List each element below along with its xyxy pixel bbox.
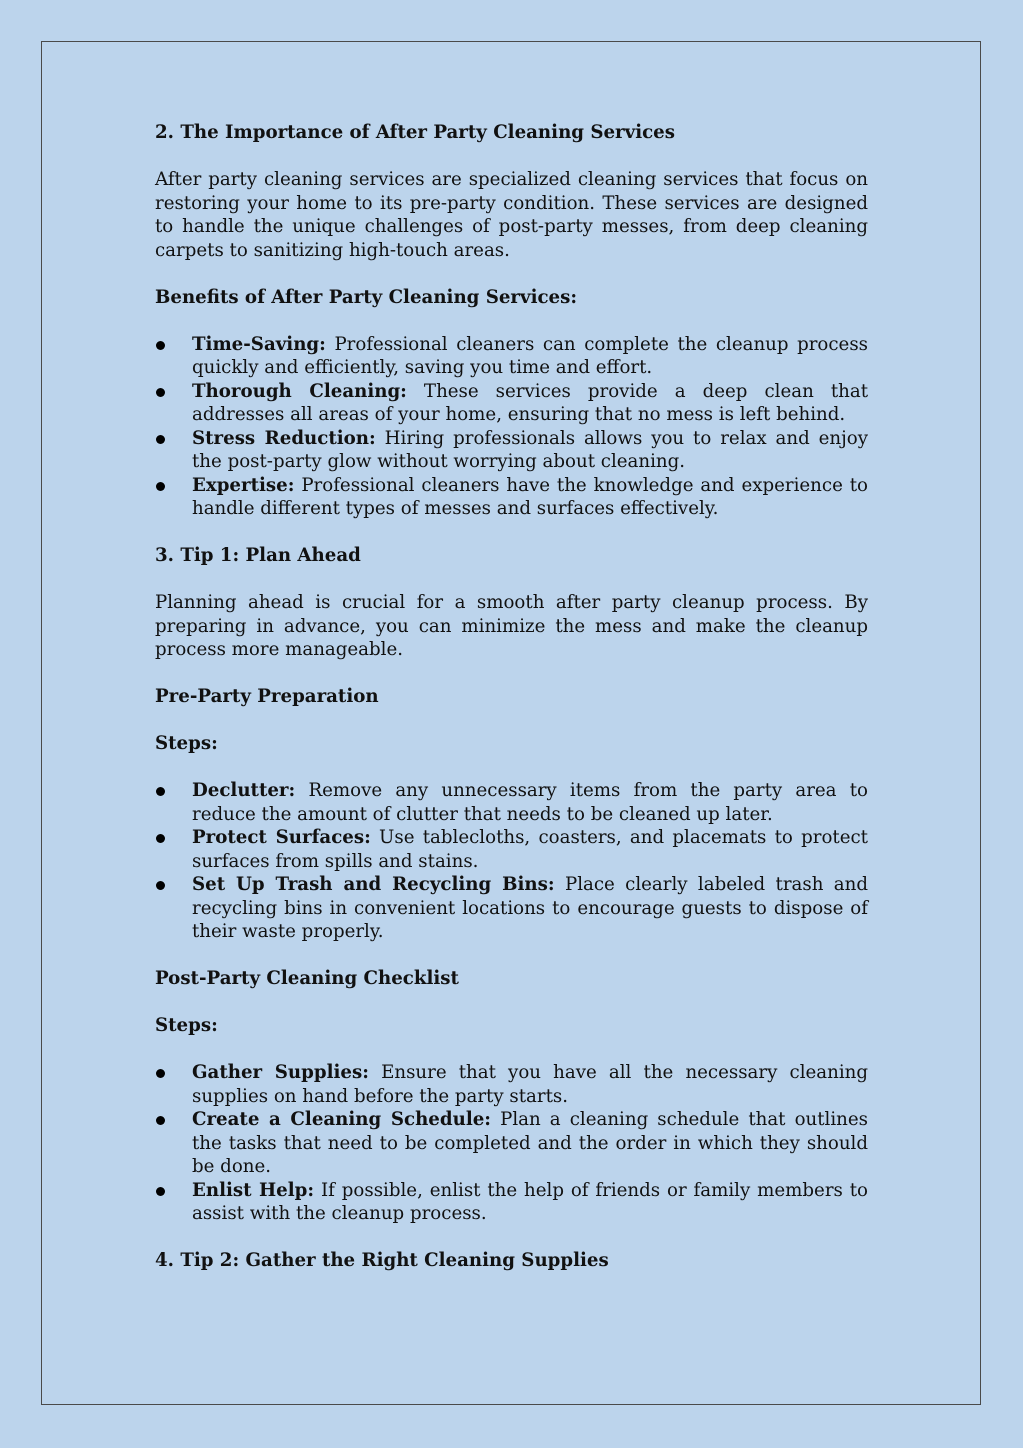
bullet-icon bbox=[156, 1069, 165, 1078]
section-4-heading: 4. Tip 2: Gather the Right Cleaning Supplies bbox=[155, 1250, 609, 1271]
list-item bbox=[155, 779, 868, 826]
list-item-term: Stress Reduction: bbox=[192, 427, 376, 449]
section-3-intro: Planning ahead is crucial for a smooth after party cleanup process. By preparing in advance, you can minimize the mess and make the cleanup process more manageable. bbox=[155, 592, 868, 660]
list-item-text: Ensure that you have all the necessary cleaning supplies on hand before the party starts. bbox=[192, 1062, 868, 1107]
bullet-icon bbox=[156, 1187, 165, 1196]
section-2-heading: 2. The Importance of After Party Cleaning Services bbox=[155, 122, 675, 143]
pre-party-steps-list bbox=[155, 779, 868, 944]
list-item-text: Place clearly labeled trash and recycling bins in convenient locations to encourage guests to dispose of their waste properly. bbox=[192, 874, 869, 942]
list-item-text: Professional cleaners can complete the cleanup process quickly and efficiently, saving you time and effort. bbox=[192, 333, 868, 378]
benefits-heading: Benefits of After Party Cleaning Services: bbox=[155, 286, 578, 308]
bullet-icon bbox=[156, 388, 165, 397]
benefits-list bbox=[155, 333, 868, 521]
list-item bbox=[155, 873, 868, 944]
list-item bbox=[155, 427, 868, 474]
list-item-term: Time-Saving: bbox=[192, 333, 326, 355]
bullet-icon bbox=[156, 787, 165, 796]
list-item-term: Create a Cleaning Schedule: bbox=[192, 1109, 492, 1130]
bullet-icon bbox=[156, 482, 165, 491]
post-party-heading: Post-Party Cleaning Checklist bbox=[155, 968, 459, 989]
list-item-term: Expertise: bbox=[192, 474, 295, 496]
document-content bbox=[155, 121, 868, 1273]
list-item-text: Use tablecloths, coasters, and placemats to protect surfaces from spills and stains. bbox=[192, 827, 868, 872]
list-item bbox=[155, 474, 868, 521]
list-item bbox=[155, 826, 868, 873]
list-item bbox=[155, 380, 868, 427]
list-item-text: These services provide a deep clean that addresses all areas of your home, ensuring that no mess is left behind. bbox=[192, 380, 868, 425]
bullet-icon bbox=[156, 435, 165, 444]
bullet-icon bbox=[156, 834, 165, 843]
list-item-text: Professional cleaners have the knowledge and experience to handle different types of messes and surfaces effectively. bbox=[192, 474, 868, 519]
list-item-text: Remove any unnecessary items from the party area to reduce the amount of clutter that needs to be cleaned up later. bbox=[192, 780, 868, 825]
list-item-term: Gather Supplies: bbox=[192, 1062, 369, 1083]
list-item-term: Protect Surfaces: bbox=[192, 827, 371, 848]
list-item-term: Thorough Cleaning: bbox=[192, 380, 407, 402]
bullet-icon bbox=[156, 341, 165, 350]
bullet-icon bbox=[156, 1116, 165, 1125]
list-item-text: Plan a cleaning schedule that outlines the tasks that need to be completed and the order in which they should be done. bbox=[192, 1109, 868, 1177]
section-2-intro: After party cleaning services are specialized cleaning services that focus on restoring your home to its pre-party condition. These services are designed to handle the unique challenges of post-party messes, from deep cleaning carpets to sanitizing high-touch areas. bbox=[155, 169, 868, 261]
list-item-term: Set Up Trash and Recycling Bins: bbox=[192, 874, 555, 895]
post-party-steps-list bbox=[155, 1061, 868, 1226]
list-item bbox=[155, 333, 868, 380]
list-item bbox=[155, 1179, 868, 1226]
list-item-term: Enlist Help: bbox=[192, 1179, 315, 1201]
bullet-icon bbox=[156, 881, 165, 890]
list-item bbox=[155, 1061, 868, 1108]
pre-party-steps-label: Steps: bbox=[155, 733, 218, 754]
section-3-heading: 3. Tip 1: Plan Ahead bbox=[155, 545, 361, 566]
list-item-text: If possible, enlist the help of friends or family members to assist with the cleanup process. bbox=[192, 1179, 868, 1224]
list-item-text: Hiring professionals allows you to relax and enjoy the post-party glow without worrying about cleaning. bbox=[192, 427, 868, 472]
list-item-term: Declutter: bbox=[192, 780, 296, 801]
list-item bbox=[155, 1108, 868, 1179]
pre-party-heading: Pre-Party Preparation bbox=[155, 686, 379, 707]
post-party-steps-label: Steps: bbox=[155, 1015, 218, 1036]
